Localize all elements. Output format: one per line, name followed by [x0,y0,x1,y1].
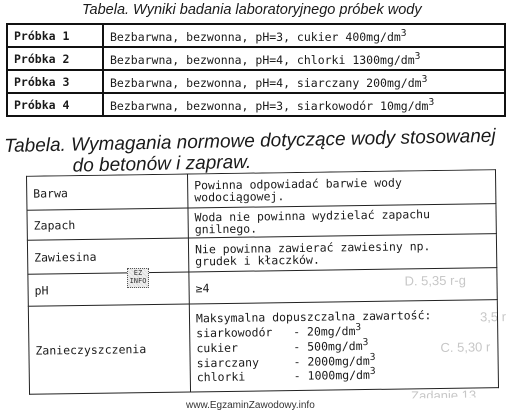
sample-label: Próbka 1 [7,24,103,47]
bleed-through-text: Zadanie 13. [411,387,480,404]
bleed-through-text: C. 5,30 r [440,339,491,355]
requirement-label: Zapach [27,208,188,240]
requirement-label: Barwa [27,174,188,210]
table-row [7,93,505,116]
bleed-through-text: 3,5 r [479,309,507,325]
bleed-through-text: D. 5,35 r-g [404,272,467,289]
norm-requirements-table [26,169,499,395]
requirement-label: Zanieczyszczenia [28,304,190,394]
sample-description: Bezbarwna, bezwonna, pH=3, siarkowodór $10mg/dm^3$ [103,93,505,116]
table1-title: Tabela. Wyniki badania laboratoryjnego próbek wody [82,2,422,18]
sample-label: Próbka 3 [7,70,103,93]
table-row [28,300,498,395]
sample-description: Bezbarwna, bezwonna, pH=4, chlorki $1300mg/dm^3$ [103,47,505,70]
table-row [7,24,505,47]
requirement-label: Zawiesina [27,238,188,274]
requirement-value: Nie powinna zawierać zawiesiny np. grudek i kłaczków. [188,234,496,272]
sample-description: Bezbarwna, bezwonna, pH=4, siarczany $200mg/dm^3$ [103,70,505,93]
sample-description: Bezbarwna, bezwonna, pH=3, cukier $400mg/dm^3$ [103,24,505,47]
requirement-label: pH [28,272,189,306]
requirement-value: ≥4 [189,268,497,304]
table-row [7,70,505,93]
stamp-icon: EZ INFO [127,268,149,288]
watermark: www.EgzaminZawodowy.info [186,400,315,411]
requirement-value: Powinna odpowiadać barwie wody wodociągowej. [187,170,495,208]
norm-table-area [8,169,513,404]
requirement-value: Maksymalna dopuszczalna zawartość: siarkowodór - $20mg/dm^3$ cukier - $500mg/dm^3$ siarczany - $2000mg/dm^3$ chlorki - $1000mg/dm^3$ [189,300,498,392]
table-row [7,47,505,70]
lab-results-table [6,23,506,117]
sample-label: Próbka 2 [7,47,103,70]
requirement-value: Woda nie powinna wydzielać zapachu gnilnego. [188,204,496,238]
sample-label: Próbka 4 [7,93,103,116]
table2-title: Tabela. Wymagania normowe dotyczące wody stosowanej do betonów i zapraw. [4,125,496,177]
